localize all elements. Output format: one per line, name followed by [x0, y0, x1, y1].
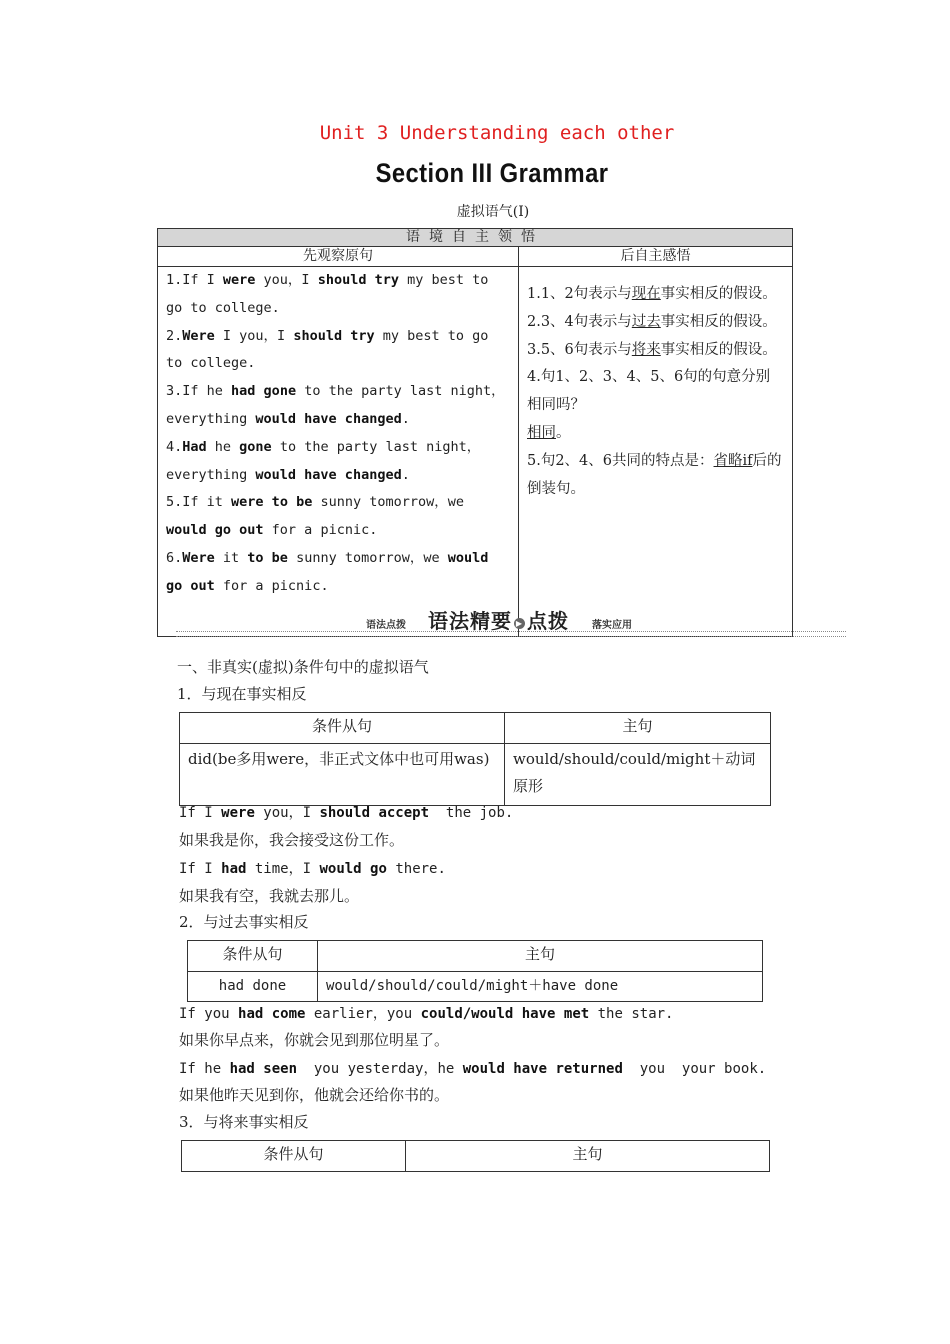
insight-3: 3.5、6句表示与将来事实相反的假设。 — [527, 341, 777, 358]
divider-right-label: 落实应用 — [592, 620, 632, 631]
grammar-sub2: 2．与过去事实相反 — [179, 913, 309, 931]
insight-5: 5.句2、4、6共同的特点是：省略if后的倒装句。 — [527, 452, 782, 497]
answer-blank: 过去 — [631, 313, 661, 330]
divider-left-label: 语法点拨 — [366, 620, 406, 631]
past-col-condition: 条件从句 — [188, 941, 318, 972]
past-main: would/should/could/might＋have done — [318, 972, 763, 1002]
past-col-main: 主句 — [318, 941, 763, 972]
insight-2: 2.3、4句表示与过去事实相反的假设。 — [527, 313, 777, 330]
present-main: would/should/could/might＋动词原形 — [505, 744, 771, 806]
example-2: If I had time，I would go there. — [179, 861, 446, 877]
present-table — [179, 712, 771, 806]
example-3: If you had come earlier，you could/would have met the star. — [179, 1006, 674, 1022]
grammar-heading: 一、非真实(虚拟)条件句中的虚拟语气 — [177, 658, 429, 676]
present-col-main: 主句 — [505, 713, 771, 744]
sentence-3: 3.If he had gone to the party last night，everything would have changed. — [166, 383, 505, 427]
observe-table — [157, 228, 793, 637]
grammar-sub1: 1．与现在事实相反 — [177, 685, 307, 703]
unit-title: Unit 3 Understanding each other — [319, 122, 675, 144]
subtitle: 虚拟语气(Ⅰ) — [456, 204, 530, 220]
example-4-zh: 如果他昨天见到你，他就会还给你书的。 — [179, 1086, 450, 1104]
observe-banner: 语境自主领悟 — [158, 229, 793, 247]
insight-4: 4.句1、2、3、4、5、6句的句意分别相同吗？ 相同。 — [527, 369, 771, 441]
answer-blank: 省略if — [713, 452, 753, 469]
present-col-condition: 条件从句 — [180, 713, 505, 744]
observe-col-left: 先观察原句 — [158, 247, 519, 267]
example-2-zh: 如果我有空，我就去那儿。 — [179, 887, 360, 905]
section-title: Section III Grammar — [375, 158, 609, 188]
section-divider — [176, 604, 846, 638]
observe-sentences — [158, 267, 519, 637]
answer-blank: 将来 — [631, 341, 661, 358]
arrow-icon: ▶ — [515, 619, 524, 628]
future-col-main: 主句 — [406, 1141, 770, 1172]
insight-1: 1.1、2句表示与现在事实相反的假设。 — [527, 286, 777, 302]
sentence-1: 1.If I were you，I should try my best to go to college. — [166, 272, 489, 316]
example-4: If he had seen you yesterday，he would have returned you your book. — [179, 1061, 767, 1077]
past-condition: had done — [188, 972, 318, 1002]
sentence-5: 5.If it were to be sunny tomorrow，we would go out for a picnic. — [166, 494, 464, 539]
example-3-zh: 如果你早点来，你就会见到那位明星了。 — [179, 1031, 450, 1049]
future-table — [181, 1140, 770, 1172]
answer-blank: 现在 — [631, 286, 661, 302]
sentence-4: 4.Had he gone to the party last night，everything would have changed. — [166, 438, 481, 483]
future-col-condition: 条件从句 — [182, 1141, 406, 1172]
example-1: If I were you，I should accept the job. — [179, 805, 514, 821]
sentence-6: 6.Were it to be sunny tomorrow，we would go out for a picnic. — [166, 549, 489, 594]
sentence-2: 2.Were I you，I should try my best to go to college. — [166, 327, 489, 372]
grammar-sub3: 3．与将来事实相反 — [179, 1113, 309, 1131]
present-condition: did(be多用were，非正式文体中也可用was) — [180, 744, 505, 806]
divider-title: 语法精要 ▶ 点拨 — [428, 609, 569, 633]
past-table — [187, 940, 763, 1002]
observe-insights — [519, 267, 793, 637]
observe-col-right: 后自主感悟 — [519, 247, 793, 267]
example-1-zh: 如果我是你，我会接受这份工作。 — [179, 831, 405, 849]
answer-blank: 相同 — [527, 424, 556, 441]
